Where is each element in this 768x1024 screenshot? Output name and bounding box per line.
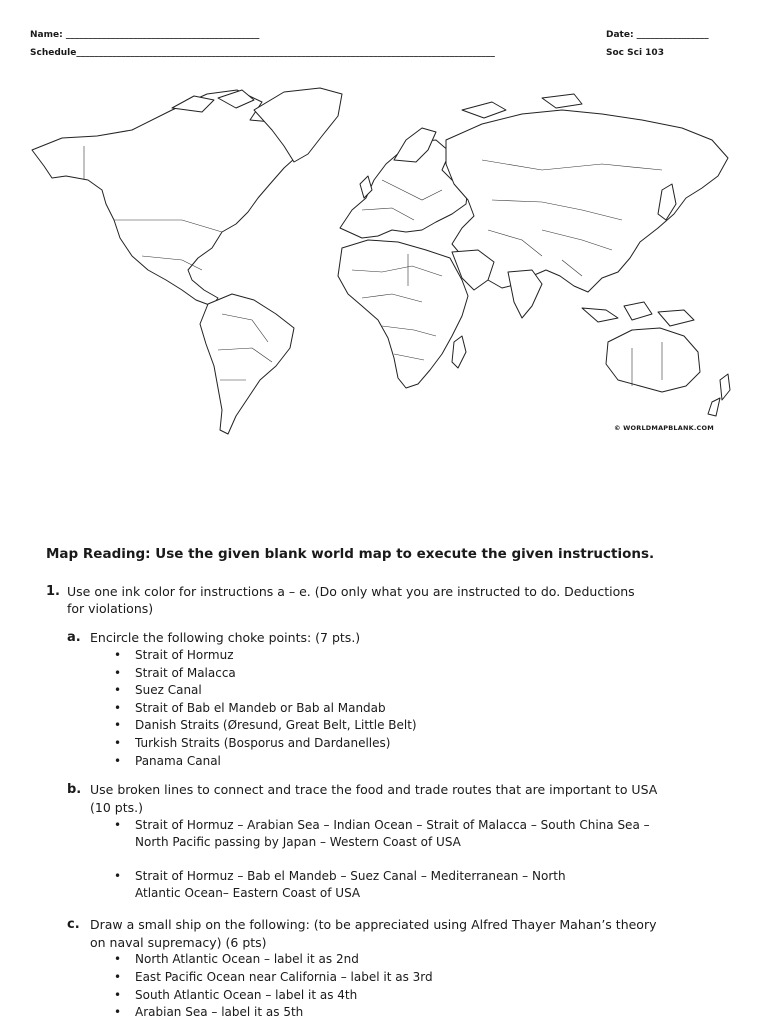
bullet: •: [114, 683, 122, 697]
bullet: •: [114, 754, 122, 768]
subitem-instruction: Draw a small ship on the following: (to be appreciated using Alfred Thayer Mahan’s theory: [90, 917, 657, 932]
trade-route-line: Atlantic Ocean– Eastern Coast of USA: [135, 886, 361, 900]
trade-route-line: Strait of Hormuz – Bab el Mandeb – Suez Canal – Mediterranean – North: [135, 869, 566, 883]
subitem-instruction: Encircle the following choke points: (7 pts.): [90, 630, 361, 645]
bullet: •: [114, 648, 122, 662]
choke-point-item: Suez Canal: [135, 683, 202, 697]
question-instruction-line: Use one ink color for instructions a – e. (Do only what you are instructed to do. Deductions: [67, 584, 635, 599]
subitem-letter: b.: [67, 782, 82, 797]
ship-location-item: Arabian Sea – label it as 5th: [135, 1005, 304, 1019]
blank-world-map: [22, 80, 744, 442]
map-credit: © WORLDMAPBLANK.COM: [614, 424, 714, 432]
choke-point-item: Panama Canal: [135, 754, 221, 768]
bullet: •: [114, 701, 122, 715]
australia-landmass: [606, 328, 700, 392]
course-code: Soc Sci 103: [606, 48, 664, 58]
trade-route-line: Strait of Hormuz – Arabian Sea – Indian Ocean – Strait of Malacca – South China Sea –: [135, 818, 650, 832]
bullet: •: [114, 988, 122, 1002]
subitem-letter: c.: [67, 917, 80, 932]
bullet: •: [114, 666, 122, 680]
bullet: •: [114, 970, 122, 984]
bullet: •: [114, 818, 122, 832]
bullet: •: [114, 1005, 122, 1019]
subitem-instruction: (10 pts.): [90, 800, 143, 815]
ship-location-item: South Atlantic Ocean – label it as 4th: [135, 988, 358, 1002]
bullet: •: [114, 718, 122, 732]
choke-point-item: Strait of Bab el Mandeb or Bab al Mandab: [135, 701, 386, 715]
choke-point-item: Danish Straits (Øresund, Great Belt, Little Belt): [135, 718, 417, 732]
schedule-field-label: Schedule_____________________________________________________________________________________________: [30, 48, 495, 58]
bullet: •: [114, 736, 122, 750]
subitem-instruction: on naval supremacy) (6 pts): [90, 935, 267, 950]
ship-location-item: East Pacific Ocean near California – label it as 3rd: [135, 970, 433, 984]
ship-location-item: North Atlantic Ocean – label it as 2nd: [135, 952, 359, 966]
trade-route-line: North Pacific passing by Japan – Western Coast of USA: [135, 835, 461, 849]
subitem-letter: a.: [67, 630, 81, 645]
subitem-instruction: Use broken lines to connect and trace the food and trade routes that are important to USA: [90, 782, 658, 797]
question-instruction-line: for violations): [67, 601, 154, 616]
worksheet-title: Map Reading: Use the given blank world map to execute the given instructions.: [46, 546, 655, 562]
choke-point-item: Strait of Malacca: [135, 666, 236, 680]
choke-point-item: Strait of Hormuz: [135, 648, 234, 662]
name-field-label: Name: ___________________________________________: [30, 30, 260, 40]
choke-point-item: Turkish Straits (Bosporus and Dardanelles): [135, 736, 391, 750]
question-number: 1.: [46, 584, 60, 599]
date-field-label: Date: ________________: [606, 30, 709, 40]
africa-landmass: [338, 240, 468, 388]
south-america-landmass: [200, 294, 294, 434]
bullet: •: [114, 869, 122, 883]
bullet: •: [114, 952, 122, 966]
